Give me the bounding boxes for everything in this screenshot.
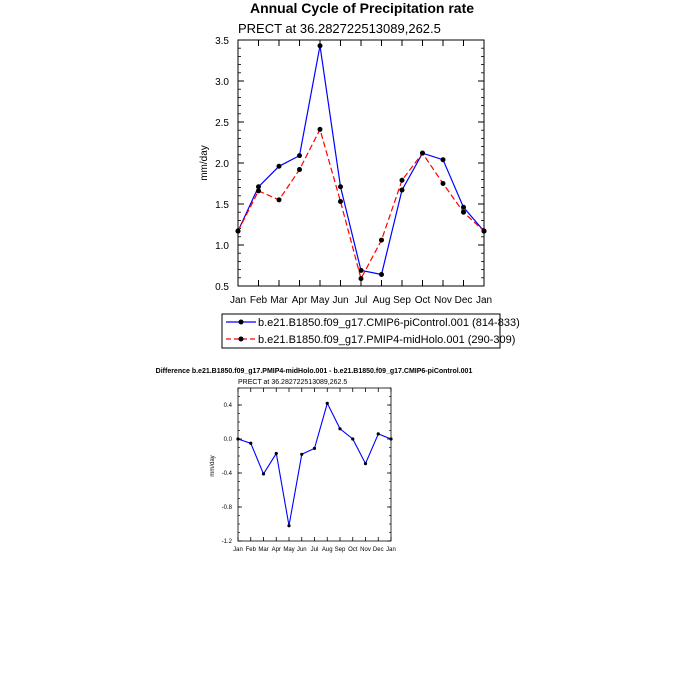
x-tick-label: May: [310, 295, 330, 306]
data-point: [297, 153, 302, 158]
x-tick-label: Jan: [229, 295, 247, 306]
y-tick-label: 0.5: [215, 282, 229, 293]
data-point: [277, 164, 282, 169]
data-point: [326, 402, 329, 405]
data-point: [236, 437, 239, 440]
data-point: [256, 188, 261, 193]
x-tick-label: Dec: [454, 295, 473, 306]
x-tick-label: Jun: [332, 295, 349, 306]
x-tick-label: Sep: [393, 295, 411, 306]
data-point: [420, 151, 425, 156]
x-tick-label: Nov: [360, 547, 371, 553]
y-tick-label: 0.4: [223, 403, 232, 409]
y-tick-label: -0.4: [221, 471, 232, 477]
x-tick-label: Feb: [249, 295, 268, 306]
y-axis-label: mm/day: [199, 145, 210, 181]
data-point: [318, 127, 323, 132]
data-point: [379, 238, 384, 243]
x-tick-label: Oct: [348, 547, 358, 553]
difference-y-axis-label: mm/day: [210, 455, 216, 477]
x-tick-label: Jan: [233, 547, 243, 553]
y-tick-label: -1.2: [221, 539, 232, 545]
x-tick-label: Apr: [271, 547, 281, 553]
legend-label-picontrol: b.e21.B1850.f09_g17.CMIP6-piControl.001 (814-833): [258, 317, 520, 329]
data-point: [441, 157, 446, 162]
y-tick-label: 1.0: [215, 241, 229, 252]
legend: [222, 314, 520, 348]
x-tick-label: Mar: [270, 295, 288, 306]
x-tick-label: Aug: [321, 547, 333, 553]
x-tick-label: Jul: [354, 295, 368, 306]
data-point: [275, 452, 278, 455]
x-tick-label: Sep: [334, 547, 346, 553]
data-point: [400, 188, 405, 193]
data-point: [313, 447, 316, 450]
y-tick-label: 2.5: [215, 118, 229, 129]
data-point: [351, 437, 354, 440]
data-point: [377, 432, 380, 435]
x-tick-label: Dec: [372, 547, 384, 553]
difference-chart: [156, 368, 473, 553]
tick-group: [215, 36, 492, 306]
series-line-1: [238, 129, 484, 278]
y-tick-label: 0.0: [223, 437, 232, 443]
series-group: [236, 43, 487, 281]
data-point: [277, 197, 282, 202]
data-point: [441, 181, 446, 186]
difference-series-group: [236, 402, 392, 528]
x-tick-label: Aug: [372, 295, 391, 306]
series-line-0: [238, 46, 484, 275]
legend-marker-picontrol: [239, 320, 244, 325]
data-point: [364, 462, 367, 465]
difference-chart-title: Difference b.e21.B1850.f09_g17.PMIP4-midHolo.001 - b.e21.B1850.f09_g17.CMIP6-piControl.001: [155, 368, 473, 375]
x-tick-label: Jan: [475, 295, 493, 306]
y-tick-label: 1.5: [215, 200, 229, 211]
data-point: [359, 276, 364, 281]
legend-marker-midholo: [239, 337, 244, 342]
data-point: [482, 229, 487, 234]
x-tick-label: Jul: [310, 547, 319, 553]
legend-label-midholo: b.e21.B1850.f09_g17.PMIP4-midHolo.001 (290-309): [258, 334, 516, 346]
data-point: [338, 427, 341, 430]
data-point: [389, 437, 392, 440]
data-point: [379, 272, 384, 277]
x-tick-label: Jun: [296, 547, 307, 553]
x-tick-label: Feb: [245, 547, 256, 553]
y-tick-label: -0.8: [221, 505, 232, 511]
x-tick-label: May: [283, 547, 295, 553]
data-point: [236, 229, 241, 234]
series-line-0: [238, 403, 391, 525]
data-point: [400, 178, 405, 183]
x-tick-label: Oct: [414, 295, 431, 306]
data-point: [338, 184, 343, 189]
data-point: [300, 453, 303, 456]
data-point: [249, 442, 252, 445]
plot-frame: [238, 40, 484, 286]
data-point: [262, 472, 265, 475]
x-tick-label: Jan: [386, 547, 396, 553]
chart-title: Annual Cycle of Precipitation rate: [249, 0, 475, 16]
data-point: [318, 43, 323, 48]
data-point: [338, 199, 343, 204]
y-tick-label: 2.0: [215, 159, 229, 170]
x-tick-label: Nov: [434, 295, 452, 306]
difference-chart-subtitle: PRECT at 36.282722513089,262.5: [238, 379, 348, 386]
data-point: [461, 210, 466, 215]
y-tick-label: 3.5: [215, 36, 229, 47]
top-chart: [199, 0, 492, 306]
data-point: [287, 524, 290, 527]
difference-tick-group: [222, 388, 396, 553]
chart-subtitle: PRECT at 36.282722513089,262.5: [238, 21, 441, 36]
data-point: [297, 167, 302, 172]
difference-plot-frame: [238, 388, 391, 541]
x-tick-label: Mar: [258, 547, 269, 553]
y-tick-label: 3.0: [215, 77, 229, 88]
x-tick-label: Apr: [291, 295, 308, 306]
